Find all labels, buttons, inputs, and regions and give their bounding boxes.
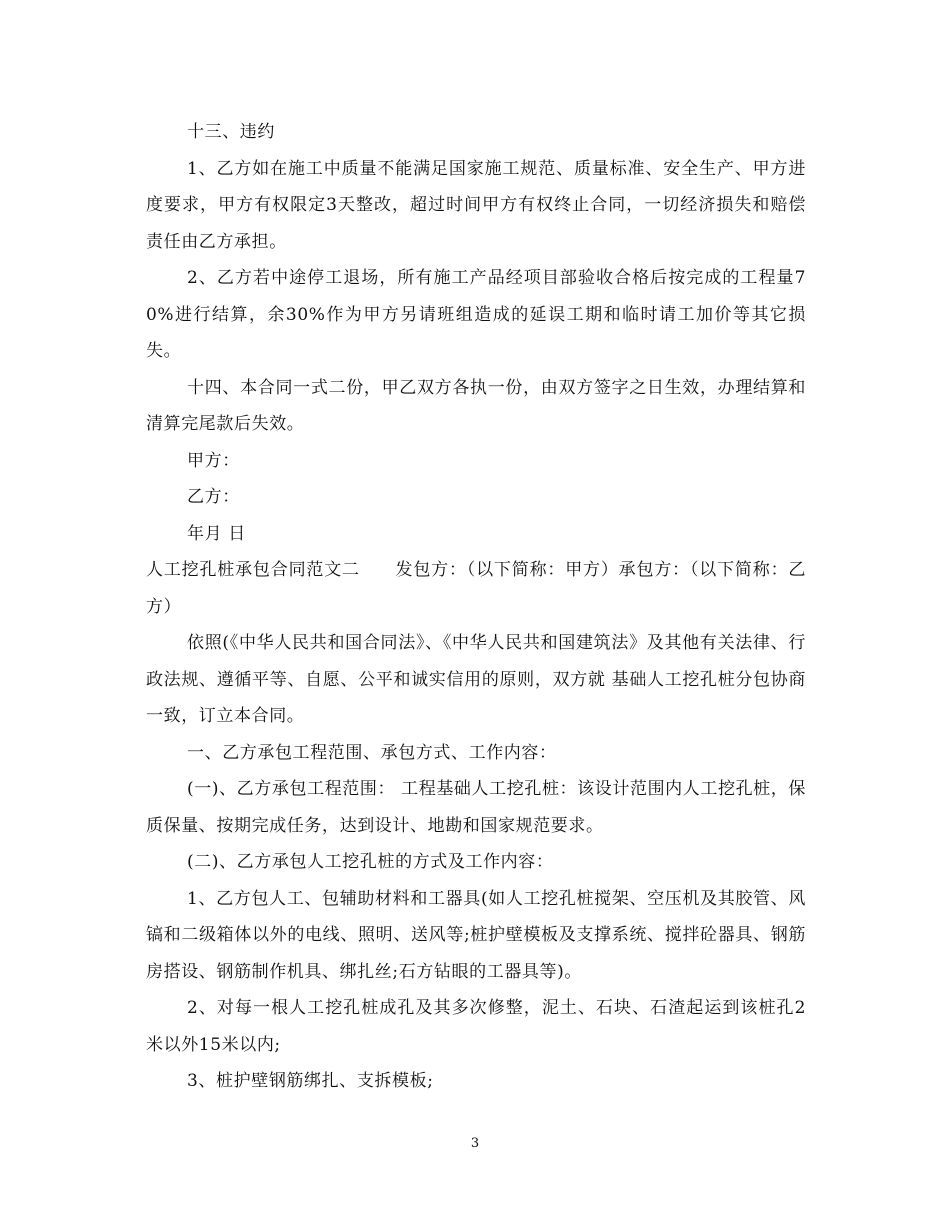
clause-paragraph: 1、乙方如在施工中质量不能满足国家施工规范、质量标准、安全生产、甲方进度要求，甲方有权限定3天整改，超过时间甲方有权终止合同，一切经济损失和赔偿责任由乙方承担。 xyxy=(146,158,806,252)
clause-paragraph: 3、桩护壁钢筋绑扎、支拆模板; xyxy=(187,1071,434,1091)
contract-title-line: 人工挖孔桩承包合同范文二 发包方：（以下简称：甲方）承包方：（以下简称：乙方） xyxy=(146,560,806,617)
clause-paragraph: (一)、乙方承包工程范围： 工程基础人工挖孔桩：该设计范围内人工挖孔桩，保质保量、按期完成任务，达到设计、地勘和国家规范要求。 xyxy=(146,779,806,836)
clause-paragraph: 十四、本合同一式二份，甲乙双方各执一份，由双方签字之日生效，办理结算和清算完尾款后失效。 xyxy=(146,377,806,434)
document-body xyxy=(146,114,806,1100)
section-heading-breach: 十三、违约 xyxy=(187,122,275,142)
clause-paragraph: 1、乙方包人工、包辅助材料和工器具(如人工挖孔桩搅架、空压机及其胶管、风镐和二级箱体以外的电线、照明、送风等;桩护壁模板及支撑系统、搅拌砼器具、钢筋房搭设、钢筋制作机具、绑扎丝;石方钻眼的工器具等)。 xyxy=(146,888,806,982)
clause-paragraph: 2、对每一根人工挖孔桩成孔及其多次修整，泥土、石块、石渣起运到该桩孔2米以外15米以内; xyxy=(146,998,806,1055)
signature-party-b: 乙方： xyxy=(187,487,240,507)
clause-paragraph: 依照(《中华人民共和国合同法》、《中华人民共和国建筑法》及其他有关法律、行政法规、遵循平等、自愿、公平和诚实信用的原则，双方就 基础人工挖孔桩分包协商一致，订立本合同。 xyxy=(146,633,806,726)
signature-party-a: 甲方： xyxy=(187,450,240,471)
signature-date: 年月 日 xyxy=(187,523,246,544)
subsection-heading: (二)、乙方承包人工挖孔桩的方式及工作内容： xyxy=(187,852,554,872)
page-number: 3 xyxy=(470,1136,480,1151)
clause-paragraph: 2、乙方若中途停工退场，所有施工产品经项目部验收合格后按完成的工程量70%进行结算，余30%作为甲方另请班组造成的延误工期和临时请工加价等其它损失。 xyxy=(146,268,806,361)
section-heading-scope: 一、乙方承包工程范围、承包方式、工作内容： xyxy=(187,742,557,763)
